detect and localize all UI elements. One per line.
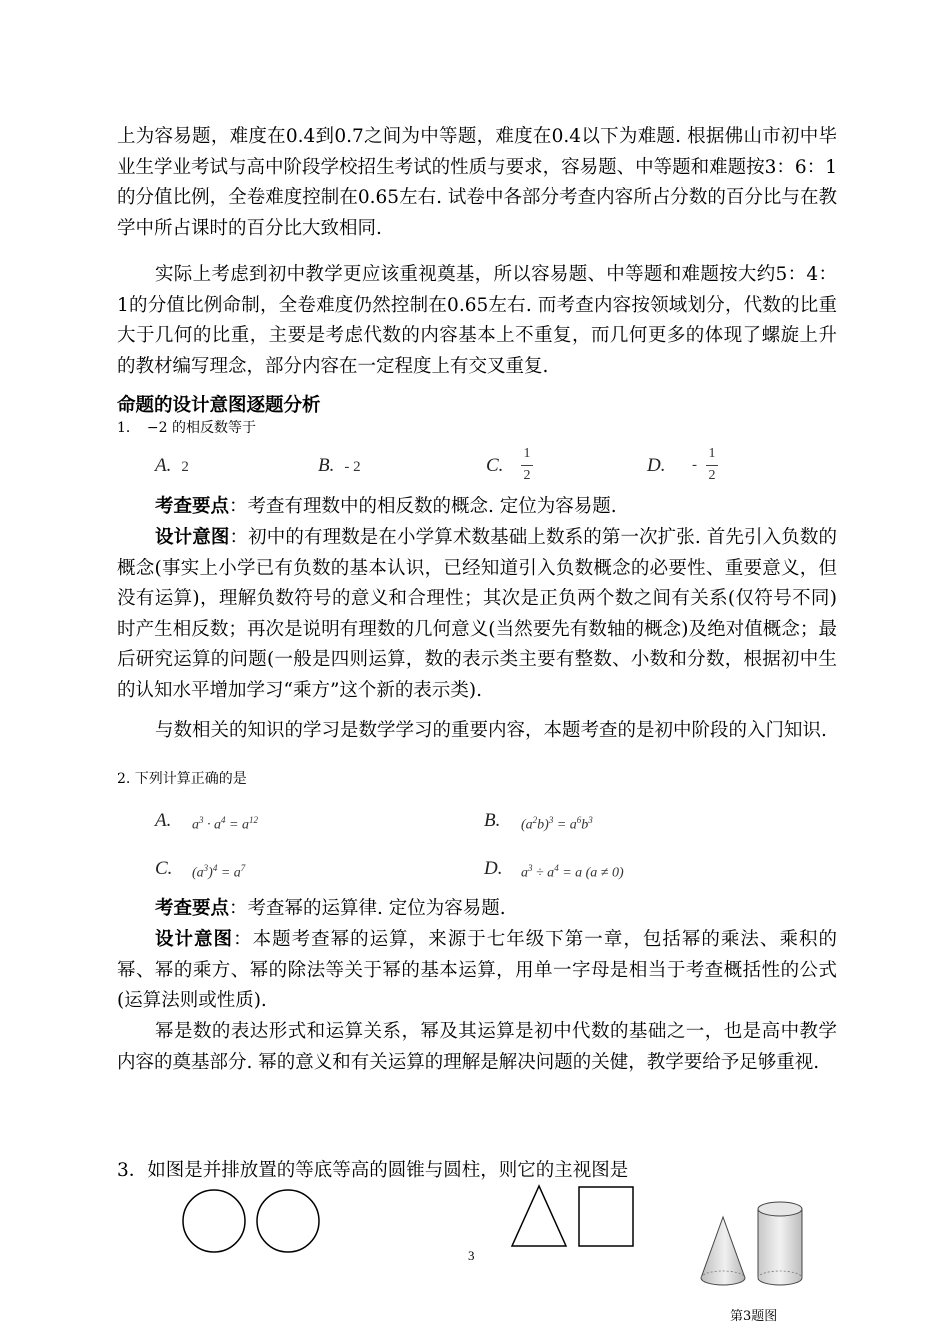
option-label: D. <box>484 858 503 879</box>
q1-point <box>117 492 837 523</box>
cone-cylinder-illustration <box>690 1195 825 1300</box>
option-value: 2 <box>181 459 189 475</box>
q2-c-expression: $(a^3)^4 = a^7$ <box>192 863 246 881</box>
figure-caption: 第3题图 <box>730 1309 778 1324</box>
q2-intent-text: ：本题考查幂的运算，来源于七年级下第一章，包括幂的乘法、乘积的幂、幂的乘方、幂的除法等关于幂的基本运算，用单一字母是相当于考查概括性的公式(运算法则或性质). <box>117 929 837 1011</box>
q1-d-fraction-bar <box>706 465 718 466</box>
q1-c-numerator: 1 <box>523 446 531 461</box>
q1-option-a[interactable] <box>155 455 189 477</box>
q1-d-denominator: 2 <box>708 468 716 483</box>
q2-option-b[interactable] <box>484 810 510 832</box>
q2-point-text: ：考查幂的运算律. 定位为容易题. <box>229 898 506 919</box>
option-label: A. <box>155 810 172 831</box>
q2-extra: 幂是数的表达形式和运算关系，幂及其运算是初中代数的基础之一，也是高中教学内容的奠基部分. 幂的意义和有关运算的理解是解决问题的关健，教学要给予足够重视. <box>117 1021 837 1073</box>
q2-a-expression: $a^3 \cdot a^4 = a^{12}$ <box>192 815 258 833</box>
option-label: C. <box>486 455 504 476</box>
q1-option-b[interactable] <box>318 455 361 477</box>
cone-shape <box>701 1217 745 1285</box>
q2-point-label: 考查要点 <box>155 898 230 919</box>
q1-d-sign: - <box>692 457 697 473</box>
q1-point-label: 考查要点 <box>155 496 230 517</box>
q1-intent-text: ：初中的有理数是在小学算术数基础上数系的第一次扩张. 首先引入负数的概念(事实上小学已有负数的基本认识，已经知道引入负数概念的必要性、重要意义，但没有运算)，理解负数符号的意义和合理性；其次是正负两个数之间有关系(仅符号不同)时产生相反数；再次是说明有理数的几何意义(当然要先有数轴的概念)及绝对值概念；最后研究运算的问题(一般是四则运算，数的表示类主要有整数、小数和分数，根据初中生的认知水平增加学习“乘方”这个新的表示类). <box>117 527 837 701</box>
q3-stem: 3．如图是并排放置的等底等高的圆锥与圆柱，则它的主视图是 <box>117 1160 629 1181</box>
q2-b-expression: $(a^2b)^3 = a^6b^3$ <box>521 815 593 833</box>
option-label: A. <box>155 455 172 476</box>
two-circles-figure <box>175 1185 335 1260</box>
q2-d-expression: $a^3 \div a^4 = a$ (a ≠ 0) <box>521 863 624 881</box>
page-number: 3 <box>468 1248 475 1263</box>
q2-stem: 2. 下列计算正确的是 <box>117 771 247 787</box>
q2-option-c[interactable] <box>155 858 182 880</box>
circle-shape <box>257 1190 319 1252</box>
option-label: B. <box>484 810 501 831</box>
q1-intent <box>117 523 837 706</box>
square-shape <box>579 1187 633 1246</box>
q2-option-a[interactable] <box>155 810 181 832</box>
q1-option-d[interactable] <box>647 455 675 477</box>
q1-d-numerator: 1 <box>708 446 716 461</box>
q1-c-denominator: 2 <box>523 468 531 483</box>
q2-point <box>117 894 837 925</box>
triangle-shape <box>512 1186 566 1246</box>
triangle-square-figure <box>505 1180 640 1255</box>
section-heading: 命题的设计意图逐题分析 <box>117 395 321 416</box>
option-label: D. <box>647 455 666 476</box>
option-label: C. <box>155 858 173 879</box>
q2-intent <box>117 925 837 1017</box>
q1-stem: 1． −2 的相反数等于 <box>117 420 256 436</box>
q1-option-c[interactable] <box>486 455 513 477</box>
q2-intent-label: 设计意图 <box>155 929 234 950</box>
q1-extra: 与数相关的知识的学习是数学学习的重要内容，本题考查的是初中阶段的入门知识. <box>155 720 827 741</box>
q1-c-fraction-bar <box>521 465 533 466</box>
option-label: B. <box>318 455 335 476</box>
circle-shape <box>183 1190 245 1252</box>
option-value: - 2 <box>344 459 361 475</box>
q1-intent-label: 设计意图 <box>155 527 230 548</box>
intro-paragraph-1: 上为容易题，难度在0.4到0.7之间为中等题，难度在0.4以下为难题. 根据佛山市初中毕业生学业考试与高中阶段学校招生考试的性质与要求，容易题、中等题和难题按3：6：1的分值比例，全卷难度控制在0.65左右. 试卷中各部分考查内容所占分数的百分比与在教学中所占课时的百分比大致相同. <box>117 126 837 239</box>
intro-paragraph-2: 实际上考虑到初中教学更应该重视奠基，所以容易题、中等题和难题按大约5：4：1的分值比例命制，全卷难度仍然控制在0.65左右. 而考查内容按领域划分，代数的比重大于几何的比重，主要是考虑代数的内容基本上不重复，而几何更多的体现了螺旋上升的教材编写理念，部分内容在一定程度上有交叉重复. <box>117 264 837 377</box>
q2-option-d[interactable] <box>484 858 512 880</box>
cylinder-shape <box>758 1202 802 1285</box>
q1-point-text: ：考查有理数中的相反数的概念. 定位为容易题. <box>229 496 617 517</box>
